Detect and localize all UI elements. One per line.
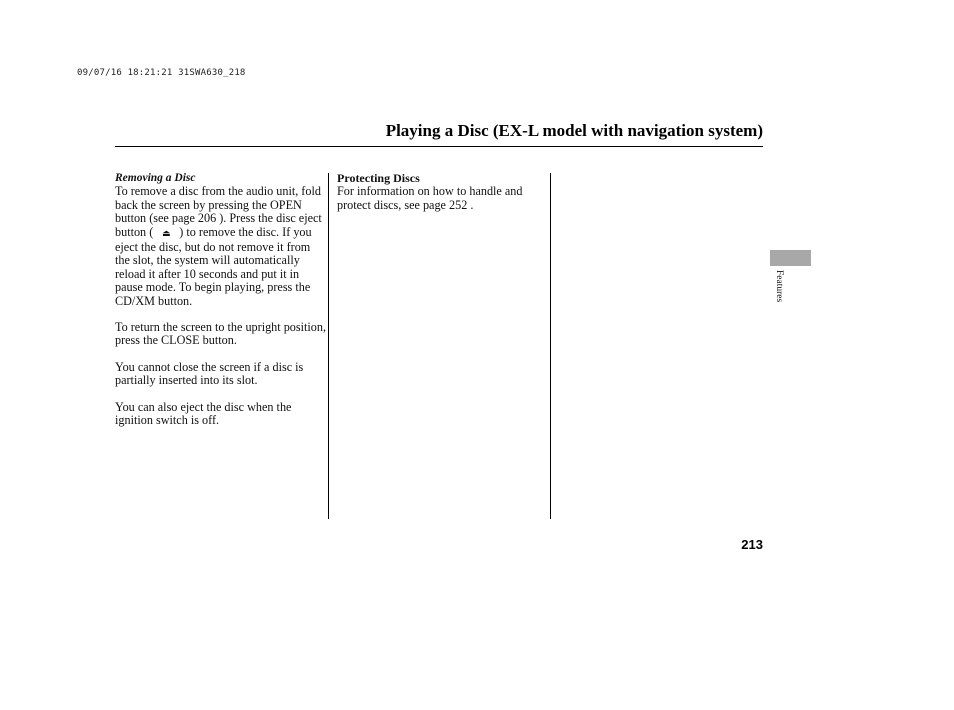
page-number: 213 [741,537,763,552]
paragraph-return-screen: To return the screen to the upright position, press the CLOSE button. [115,320,327,348]
paragraph-protect-discs: For information on how to handle and protect discs, see page 252 . [337,184,523,212]
paragraph-remove-disc [115,185,327,308]
paragraph-cannot-close: You cannot close the screen if a disc is partially inserted into its slot. [115,359,304,388]
paragraph-remove-disc-part1: To remove a disc from the audio unit, fold back the screen by pressing the OPEN button (see page 206 ). Press the disc eject button ( [115,184,322,239]
paragraph-eject-ignition-off: You can also eject the disc when the ignition switch is off. [115,399,292,428]
subhead-protecting-discs: Protecting Discs [337,171,420,185]
title-rule [115,146,763,147]
page-title: Playing a Disc (EX-L model with navigation system) [385,121,763,140]
eject-icon: ⏏ [162,228,171,239]
subhead-removing-disc: Removing a Disc [115,172,196,184]
column-divider-1 [328,173,329,519]
column-protecting-discs [337,172,545,225]
column-divider-2 [550,173,551,519]
section-tab-label: Features [774,270,784,303]
column-removing-disc [115,172,327,441]
print-stamp: 09/07/16 18:21:21 31SWA630_218 [77,68,246,78]
paragraph-remove-disc-part2: ) to remove the disc. If you eject the disc, but do not remove it from the slot, the system will automatically reload it after 10 seconds and put it in pause mode. To begin playing, press the CD/XM button. [115,224,312,308]
section-tab-marker [770,250,811,266]
